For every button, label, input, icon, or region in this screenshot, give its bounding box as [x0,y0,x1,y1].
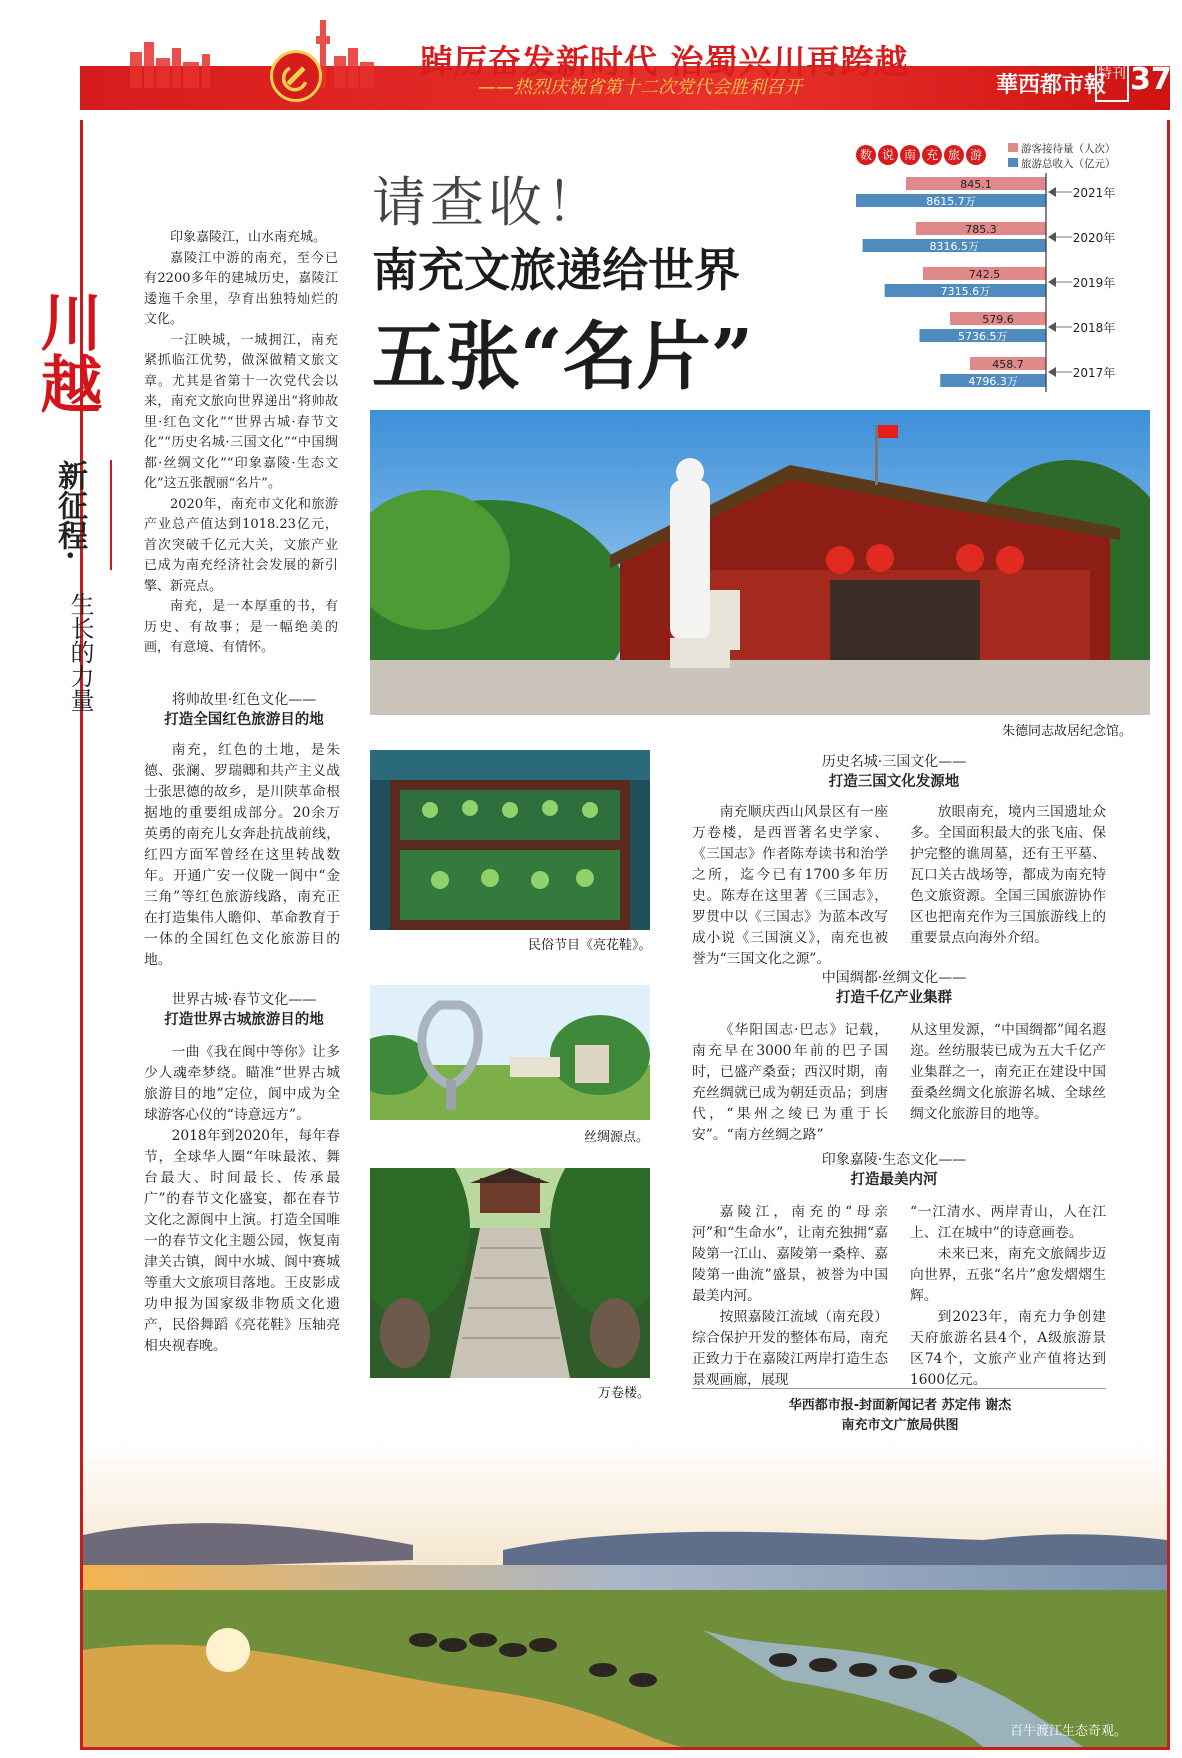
header-subtitle: ——热烈庆祝省第十二次党代会胜利召开 [478,77,802,98]
intro-paragraph: 南充，是一本厚重的书，有历史、有故事；是一幅绝美的画，有意境、有情怀。 [144,599,338,655]
bar-revenue-label: 845.1 [960,178,992,191]
river-photo [83,1440,1167,1747]
section-silk-col1 [692,1020,888,1146]
body-paragraph: 未来已来，南充文旅阔步迈向世界，五张“名片”愈发熠熠生辉。 [910,1246,1106,1304]
memorial-illustration [370,410,1150,715]
bar-revenue-label: 785.3 [965,223,997,236]
section-red-culture-heading [144,690,344,730]
section-title: 打造全国红色旅游目的地 [164,712,324,728]
bar-revenue-label: 458.7 [992,358,1024,371]
headline-line3: 五张“名片” [372,314,754,400]
section-silk-col2 [910,1020,1106,1125]
year-label: 2018年 [1072,321,1116,335]
chart-title-char: 南 [900,145,920,165]
intro-text [144,228,338,659]
dance-photo-caption: 民俗节目《亮花鞋》。 [528,938,652,953]
chart-title-char: 充 [922,145,942,165]
section-ecology-col1 [692,1202,888,1391]
chart-plot [856,171,1166,396]
bar-visitors-label: 8615.7万 [926,195,976,208]
intro-paragraph: 印象嘉陵江，山水南充城。 [170,230,327,245]
bar-visitors-label: 8316.5万 [929,240,980,253]
section-title: 打造千亿产业集群 [836,990,952,1006]
year-pointer-icon [1048,232,1056,242]
bar-visitors-label: 5736.5万 [957,330,1008,343]
bar-revenue-label: 579.6 [982,313,1014,326]
section-three-kingdoms-heading [784,752,1004,792]
year-label: 2020年 [1072,231,1116,245]
wanjuan-photo-caption: 万卷楼。 [598,1386,651,1401]
chart-title-box [856,144,988,165]
new-journey-calligraphy: 新征程· [52,460,87,561]
intro-paragraph: 一江映城，一城拥江，南充紧抓临江优势，做深做精文旅文章。尤其是省第十一次党代会以来，南充文旅向世界递出“将帅故里·红色文化”“世界古城·春节文化”“历史名城·三国文化”“中国绸都·丝绸文化”“印象嘉陵·生态文化”这五张靓丽“名片”。 [144,332,338,491]
chuan-yue-calligraphy: 川越 [30,290,103,414]
intro-paragraph: 嘉陵江中游的南充，至今已有2200多年的建城历史，嘉陵江逶迤千余里，孕育出独特灿烂的文化。 [144,250,338,327]
header-title: 踔厉奋发新时代 治蜀兴川再跨越 [420,42,909,81]
side-divider [110,460,112,570]
silk-sculpture-illustration [370,985,650,1120]
growth-power-text: 生长的力量 [66,592,94,712]
legend-swatch-visitors [1008,143,1018,152]
page-number: 37 [1130,62,1172,97]
dance-performance-photo [370,750,650,930]
body-paragraph: 从这里发源，“中国绸都”闻名遐迩。丝纺服装已成为五大千亿产业集群之一，南充正在建设中国蚕桑丝绸文化旅游名城、全球丝绸文化旅游目的地等。 [910,1022,1106,1122]
issue-info: 2022年5月27日 星期五 责编 龚爱秋 版式 詹红霞 总检 张浩 [100,110,447,125]
section-subtitle: 世界古城·春节文化—— [171,992,317,1008]
legend-label: 游客接待量（人次） [1021,143,1116,155]
section-three-kingdoms-col2 [910,802,1106,949]
silk-photo-caption: 丝绸源点。 [584,1130,650,1145]
year-label: 2021年 [1072,186,1116,200]
city-skyline-graphic [120,18,400,88]
special-issue-label: 特刊 [1095,64,1129,102]
section-silk-heading [784,968,1004,1008]
headline-line2: 南充文旅递给世界 [372,243,740,297]
bar-visitors-label: 7315.6万 [940,285,991,298]
river-illustration [83,1440,1167,1747]
newspaper-name: 華西都市報 [996,72,1107,98]
section-ancient-city-body [144,1042,340,1357]
tourism-chart [856,136,1166,396]
chart-title-char: 旅 [944,145,964,165]
dance-illustration [370,750,650,930]
body-paragraph: 按照嘉陵江流域（南充段）综合保护开发的整体布局，南充正致力于在嘉陵江两岸打造生态景观画廊，展现 [692,1309,888,1388]
body-paragraph: 2018年到2020年，每年春节，全球华人圈“年味最浓、舞台最大、时间最长、传承最广”的春节文化盛宴，都在春节文化之源阆中上演。打造全国唯一的春节文化主题公园，恢复南津关古镇，阆中水城、阆中赛城等重大文旅项目落地。王皮影成功申报为国家级非物质文化遗产，民俗舞蹈《亮花鞋》压轴亮相央视春晚。 [144,1128,340,1354]
chart-title-char: 游 [966,145,986,165]
bar-revenue-label: 742.5 [968,268,1001,281]
legend-revenue [1008,157,1116,172]
section-ancient-city-heading [144,990,344,1030]
section-subtitle: 历史名城·三国文化—— [821,754,967,770]
headline-line1: 请查收！ [372,171,604,234]
body-paragraph: 《华阳国志·巴志》记载，南充早在3000年前的巴子国时，已盛产桑蚕；西汉时期，南充丝绸就已成为朝廷贡品；到唐代，“果州之绫已为重于长安”。“南方丝绸之路” [692,1022,888,1143]
section-title: 打造世界古城旅游目的地 [164,1012,324,1028]
silk-origin-photo [370,985,650,1120]
chart-title-char: 数 [856,145,876,165]
legend-label: 旅游总收入（亿元） [1021,158,1116,170]
body-paragraph: 放眼南充，境内三国遗址众多。全国面积最大的张飞庙、保护完整的谯周墓，还有王平墓、瓦口关古战场等，都成为南充特色文旅资源。全国三国旅游协作区也把南充作为三国旅游线上的重要景点向海外介绍。 [910,804,1106,946]
body-paragraph: 一曲《我在阆中等你》让多少人魂牵梦绕。瞄准“世界古城旅游目的地”定位，阆中成为全球游客心仪的“诗意远方”。 [144,1044,340,1123]
year-label: 2019年 [1072,276,1116,290]
wanjuan-tower-photo [370,1168,650,1378]
credit-photo-source: 南充市文广旅局供图 [841,1418,959,1433]
wanjuan-illustration [370,1168,650,1378]
river-photo-caption: 百牛渡江生态奇观。 [1010,1724,1128,1739]
section-title: 打造三国文化发源地 [828,774,960,790]
intro-paragraph: 2020年，南充市文化和旅游产业总产值达到1018.23亿元，首次突破千亿元大关，文旅产业已成为南充经济社会发展的新引擎、新亮点。 [144,496,338,594]
year-pointer-icon [1048,187,1056,197]
section-red-culture-body [144,740,340,971]
credit-reporters: 华西都市报-封面新闻记者 苏定伟 谢杰 [788,1398,1012,1413]
year-pointer-icon [1048,277,1056,287]
chart-title-char: 说 [878,145,898,165]
year-pointer-icon [1048,322,1056,332]
section-subtitle: 印象嘉陵·生态文化—— [821,1152,967,1168]
bar-visitors-label: 4796.3万 [968,375,1018,388]
legend-swatch-revenue [1008,158,1018,167]
credits [700,1396,1100,1436]
year-pointer-icon [1048,367,1056,377]
chart-legend [1008,142,1116,172]
credits-divider [692,1388,1106,1389]
section-ecology-heading [784,1150,1004,1190]
section-three-kingdoms-col1 [692,802,888,970]
year-label: 2017年 [1072,366,1116,380]
body-paragraph: “一江清水、两岸青山，人在江上、江在城中”的诗意画卷。 [910,1204,1106,1241]
party-emblem-icon [270,50,322,102]
legend-visitors [1008,142,1116,157]
body-paragraph: 南充，红色的土地，是朱德、张澜、罗瑞卿和共产主义战士张思德的故乡，是川陕革命根据地的重要组成部分。20余万英勇的南充儿女奔赴抗战前线，红四方面军曾经在这里转战数年。开通广安一仪陇一阆中“金三角”等红色旅游线路，南充正在打造集伟人瞻仰、革命教育于一体的全国红色文化旅游目的地。 [144,742,340,968]
body-paragraph: 嘉陵江，南充的“母亲河”和“生命水”，让南充独拥“嘉陵第一江山、嘉陵第一桑梓、嘉陵第一曲流”盛景，被誉为中国最美内河。 [692,1204,888,1304]
section-ecology-col2 [910,1202,1106,1391]
chart-title [856,144,988,165]
section-subtitle: 中国绸都·丝绸文化—— [821,970,967,986]
main-photo-caption: 朱德同志故居纪念馆。 [1002,724,1133,739]
body-paragraph: 南充顺庆西山风景区有一座万卷楼，是西晋著名史学家、《三国志》作者陈寿读书和治学之所，迄今已有1700多年历史。陈寿在这里著《三国志》，罗贯中以《三国志》为蓝本改写成小说《三国演义》，南充也被誉为“三国文化之源”。 [692,804,888,967]
body-paragraph: 到2023年，南充力争创建天府旅游名县4个，A级旅游景区74个，文旅产业产值将达到1600亿元。 [910,1309,1106,1388]
section-subtitle: 将帅故里·红色文化—— [171,692,317,708]
zhude-memorial-photo [370,410,1150,715]
section-title: 打造最美内河 [850,1172,938,1188]
